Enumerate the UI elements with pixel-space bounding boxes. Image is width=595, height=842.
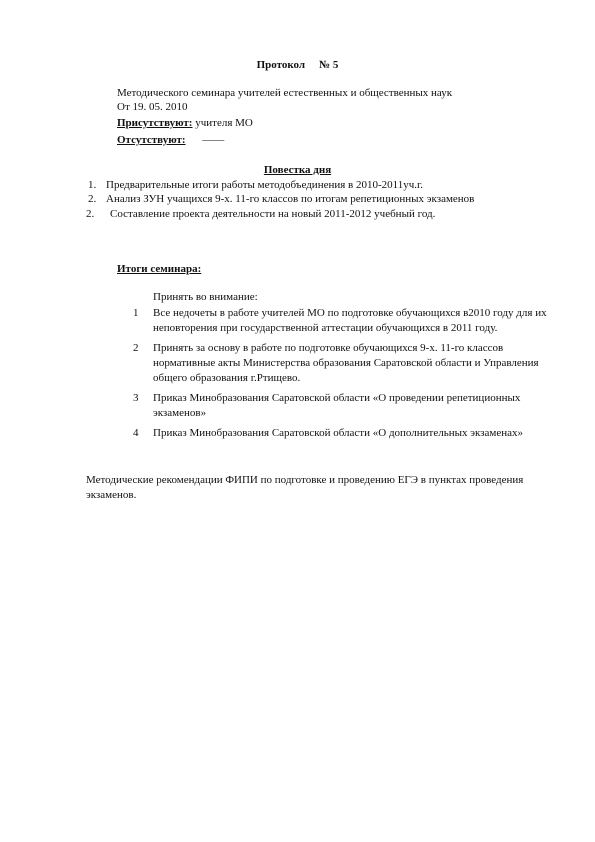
agenda-item-text: Предварительные итоги работы методобъединения в 2010-2011уч.г. bbox=[106, 179, 424, 191]
protocol-number: № 5 bbox=[319, 59, 339, 71]
seminar-subtitle: Методического семинара учителей естественных и общественных наук bbox=[117, 87, 453, 99]
agenda-item bbox=[88, 178, 423, 192]
list-item-text: Приказ Минобразования Саратовской области «О проведении репетиционных экзаменов» bbox=[153, 392, 521, 419]
list-item bbox=[133, 306, 553, 336]
results-list bbox=[133, 306, 553, 446]
title-text: Протокол bbox=[256, 59, 306, 71]
agenda-item-text: Анализ ЗУН учащихся 9-х. 11-го классов по итогам репетиционных экзаменов bbox=[106, 193, 475, 205]
list-item bbox=[133, 391, 553, 421]
agenda-item-number: 2. bbox=[88, 193, 97, 205]
list-item-text: Приказ Минобразования Саратовской области «О дополнительных экзаменах» bbox=[153, 427, 524, 439]
present-line bbox=[117, 116, 253, 130]
agenda-title: Повестка дня bbox=[263, 164, 332, 176]
absent-value: —— bbox=[202, 134, 225, 146]
list-item bbox=[133, 341, 553, 386]
agenda-item-number: 1. bbox=[88, 179, 97, 191]
list-item-number: 3 bbox=[133, 392, 139, 404]
protocol-date: От 19. 05. 2010 bbox=[117, 101, 188, 113]
document-title bbox=[0, 58, 595, 72]
agenda-item-text: Составление проекта деятельности на новый 2011-2012 учебный год. bbox=[110, 208, 436, 220]
list-item-text: Принять за основу в работе по подготовке обучающихся 9-х. 11-го классов нормативные акты Министерства образования Саратовской области и Управления общего образования г.Ртищево. bbox=[153, 342, 539, 384]
agenda-item-number: 2. bbox=[86, 208, 95, 220]
list-item-text: Все недочеты в работе учителей МО по подготовке обучающихся в2010 году для их неповторения при государственной аттестации обучающихся в 2011 году. bbox=[153, 307, 547, 334]
present-label: Присутствуют: bbox=[117, 117, 193, 129]
agenda-item bbox=[88, 192, 474, 206]
list-item-number: 4 bbox=[133, 427, 139, 439]
list-item bbox=[133, 426, 553, 441]
list-item-number: 2 bbox=[133, 342, 139, 354]
absent-line bbox=[117, 133, 224, 147]
agenda-item bbox=[86, 207, 435, 221]
results-title: Итоги семинара: bbox=[117, 263, 202, 275]
present-value: учителя МО bbox=[195, 117, 253, 129]
results-intro: Принять во внимание: bbox=[153, 291, 258, 303]
list-item-number: 1 bbox=[133, 307, 139, 319]
absent-label: Отсутствуют: bbox=[117, 134, 186, 146]
footer-note: Методические рекомендации ФИПИ по подготовке и проведению ЕГЭ в пунктах проведения экзаменов. bbox=[86, 474, 524, 501]
